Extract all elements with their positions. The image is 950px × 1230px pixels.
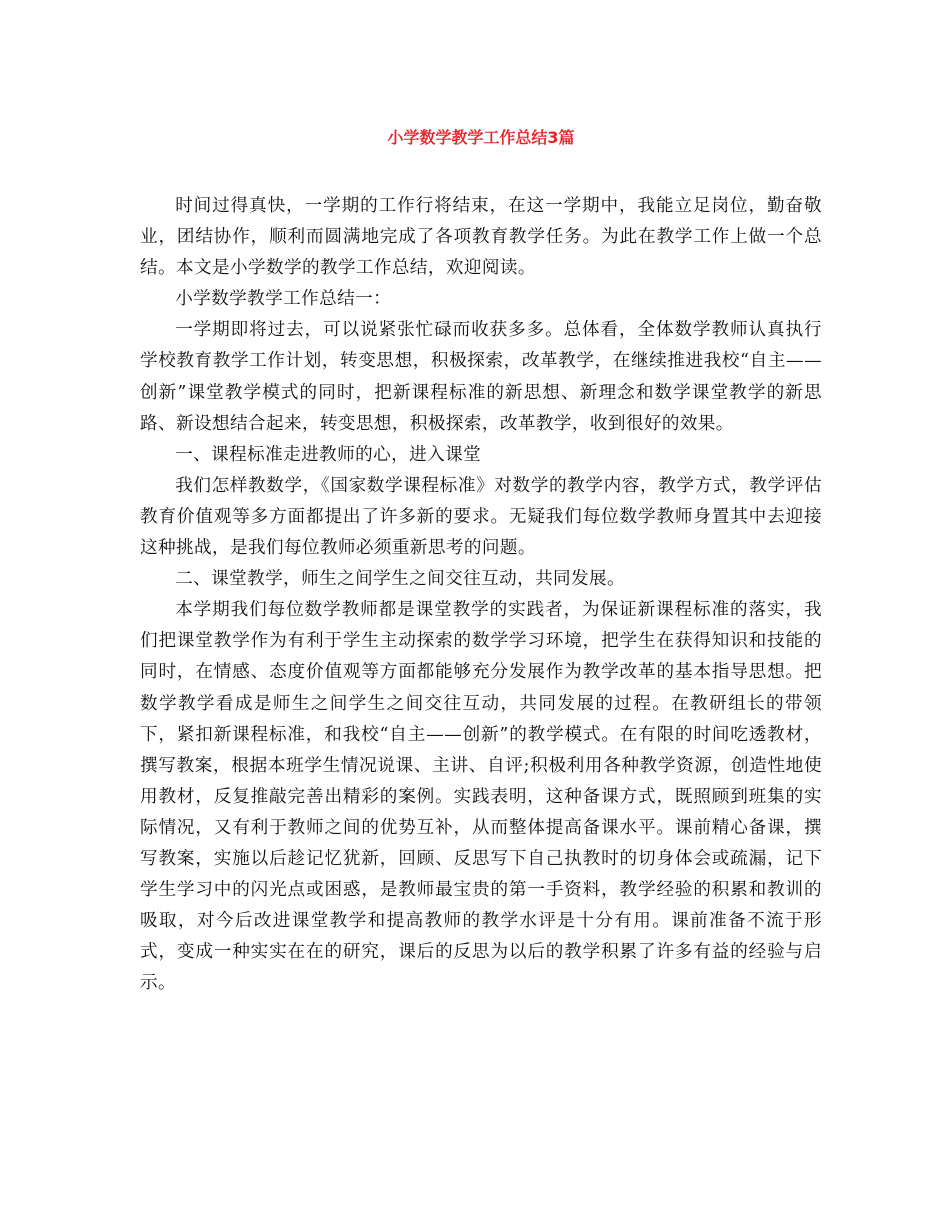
paragraph-classroom: 本学期我们每位数学教师都是课堂教学的实践者，为保证新课程标准的落实，我们把课堂教学作为有利于学生主动探索的数学学习环境，把学生在获得知识和技能的同时，在情感、态度价值观等方面都能够充分发展作为教学改革的基本指导思想。把数学教学看成是师生之间学生之间交往互动，共同发展的过程。在教研组长的带领下，紧扣新课程标准，和我校“自主——创新”的教学模式。在有限的时间吃透教材，撰写教案，根据本班学生情况说课、主讲、自评;积极利用各种教学资源，创造性地使用教材，反复推敲完善出精彩的案例。实践表明，这种备课方式，既照顾到班集的实际情况，又有利于教师之间的优势互补，从而整体提高备课水平。课前精心备课，撰写教案，实施以后趁记忆犹新，回顾、反思写下自己执教时的切身体会或疏漏，记下学生学习中的闪光点或困惑，是教师最宝贵的第一手资料，教学经验的积累和教训的吸取，对今后改进课堂教学和提高教师的教学水评是十分有用。课前准备不流于形式，变成一种实实在在的研究，课后的反思为以后的教学积累了许多有益的经验与启示。 bbox=[140, 600, 822, 994]
paragraph-intro: 时间过得真快，一学期的工作行将结束，在这一学期中，我能立足岗位，勤奋敬业，团结协作，顺利而圆满地完成了各项教育教学任务。为此在教学工作上做一个总结。本文是小学数学的教学工作总结，欢迎阅读。 bbox=[140, 196, 822, 279]
document-body bbox=[140, 191, 822, 999]
document-title: 小学数学教学工作总结3篇 bbox=[387, 128, 575, 147]
paragraph-section-heading: 小学数学教学工作总结一： bbox=[175, 289, 392, 310]
paragraph-heading-one: 一、课程标准走进教师的心，进入课堂 bbox=[175, 444, 482, 465]
paragraph-overview: 一学期即将过去，可以说紧张忙碌而收获多多。总体看，全体数学教师认真执行学校教育教学工作计划，转变思想，积极探索，改革教学，在继续推进我校“自主——创新”课堂教学模式的同时，把新课程标准的新思想、新理念和数学课堂教学的新思路、新设想结合起来，转变思想，积极探索，改革教学，收到很好的效果。 bbox=[140, 320, 822, 434]
paragraph-heading-two: 二、课堂教学，师生之间学生之间交往互动，共同发展。 bbox=[175, 569, 626, 590]
paragraph-standards: 我们怎样教数学，《国家数学课程标准》对数学的教学内容，教学方式，教学评估教育价值观等多方面都提出了许多新的要求。无疑我们每位数学教师身置其中去迎接这种挑战，是我们每位教师必须重新思考的问题。 bbox=[140, 475, 822, 559]
